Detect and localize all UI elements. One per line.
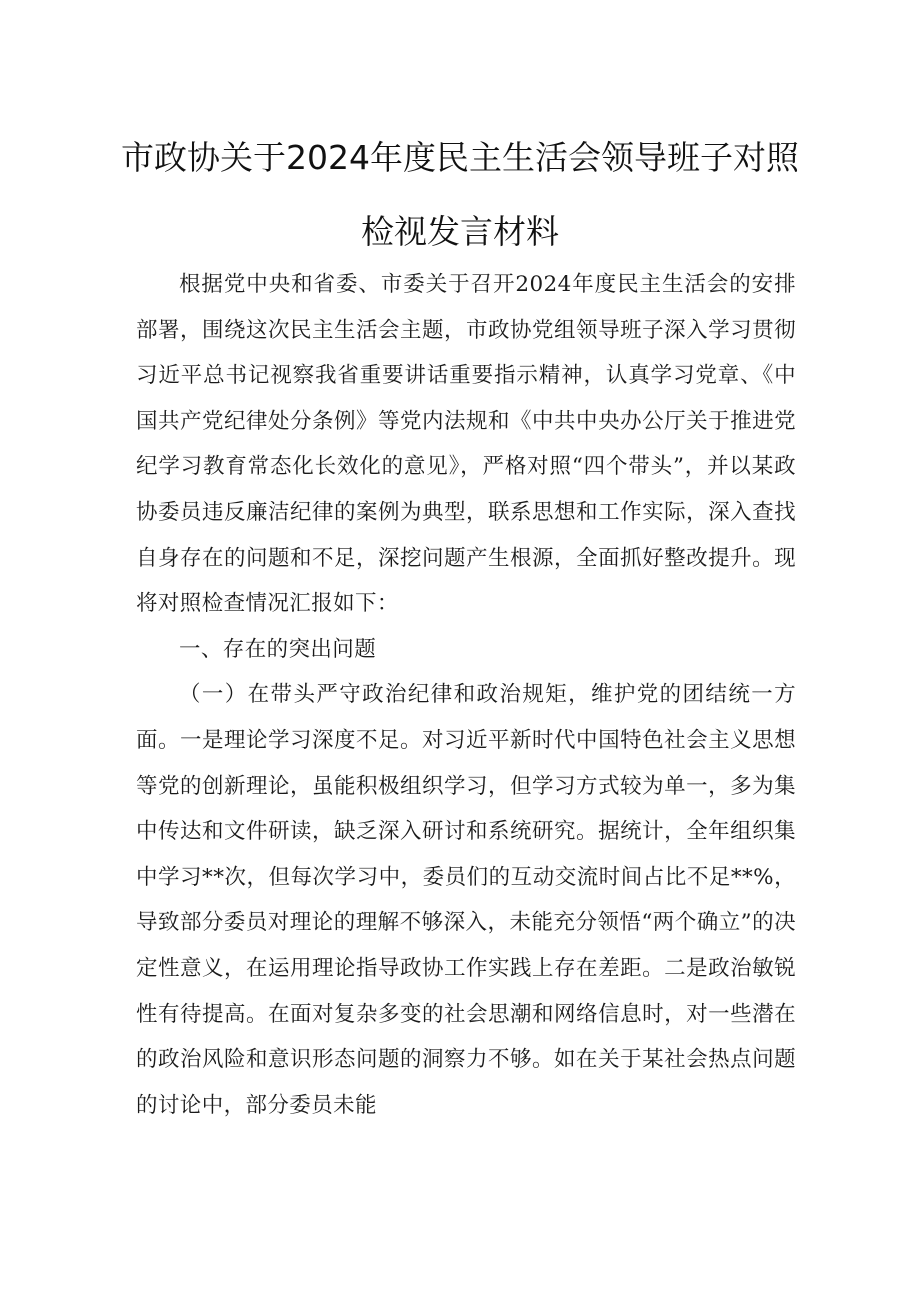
section-paragraph: （一）在带头严守政治纪律和政治规矩，维护党的团结统一方面。一是理论学习深度不足。对习近平新时代中国特色社会主义思想等党的创新理论，虽能积极组织学习，但学习方式较为单一，多为集中传达和文件研读，缺乏深入研讨和系统研究。据统计，全年组织集中学习**次，但每次学习中，委员们的互动交流时间占比不足**%，导致部分委员对理论的理解不够深入，未能充分领悟“两个确立”的决定性意义，在运用理论指导政协工作实践上存在差距。二是政治敏锐性有待提高。在面对复杂多变的社会思潮和网络信息时，对一些潜在的政治风险和意识形态问题的洞察力不够。如在关于某社会热点问题的讨论中，部分委员未能	[136, 682, 796, 1118]
intro-paragraph: 根据党中央和省委、市委关于召开2024年度民主生活会的安排部署，围绕这次民主生活会主题，市政协党组领导班子深入学习贯彻习近平总书记视察我省重要讲话重要指示精神，认真学习党章、《中国共产党纪律处分条例》等党内法规和《中共中央办公厅关于推进党纪学习教育常态化长效化的意见》，严格对照“四个带头”，并以某政协委员违反廉洁纪律的案例为典型，联系思想和工作实际，深入查找自身存在的问题和不足，深挖问题产生根源，全面抓好整改提升。现将对照检查情况汇报如下：	[136, 272, 796, 617]
document-title-line-2: 检视发言材料	[361, 212, 559, 251]
document-body	[136, 262, 796, 1128]
document-title-line-1: 市政协关于2024年度民主生活会领导班子对照	[121, 138, 799, 177]
section-heading: 一、存在的突出问题	[179, 636, 377, 662]
